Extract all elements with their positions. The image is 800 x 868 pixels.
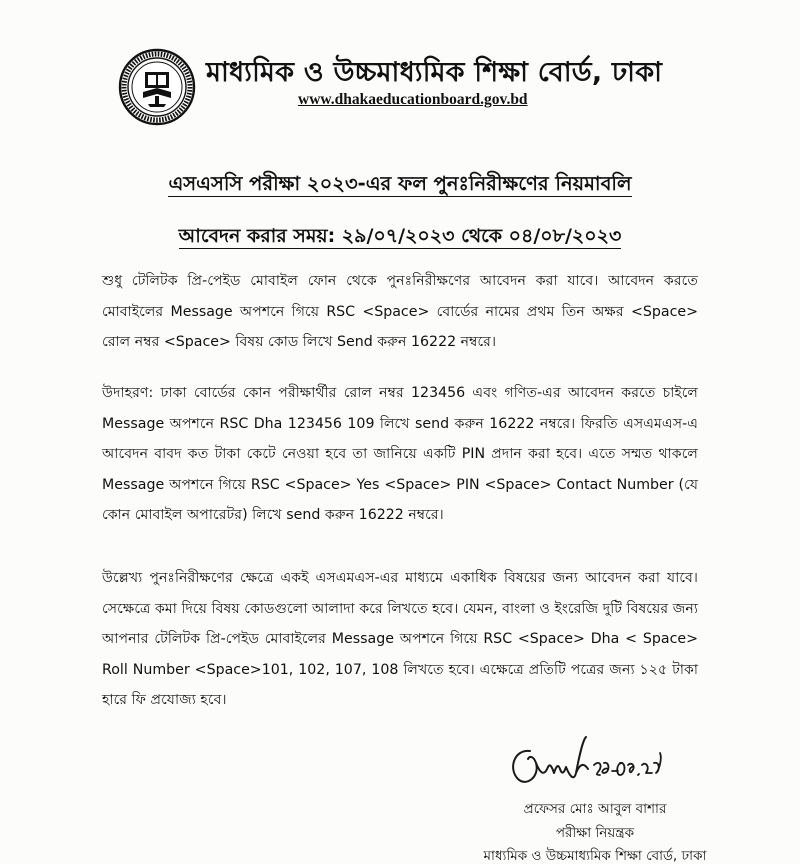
example-paragraph: উদাহরণ: ঢাকা বোর্ডের কোন পরীক্ষার্থীর রোল নম্বর 123456 এবং গণিত-এর আবেদন করতে চাইলে Message অপশনে RSC Dha 123456 109 লিখে send করুন 16222 নম্বরে। ফিরতি এসএমএস-এ আবেদন বাবদ কত টাকা কেটে নেওয়া হবে তা জানিয়ে একটি PIN প্রদান করা হবে। এতে সম্মত থাকলে Message অপশনে গিয়ে RSC <Space> Yes <Space> PIN <Space> Contact Number (যে কোন মোবাইল অপারেটর) লিখে send করুন 16222 নম্বরে। bbox=[102, 385, 698, 523]
note-paragraph: উল্লেখ্য পুনঃনিরীক্ষণের ক্ষেত্রে একই এসএমএস-এর মাধ্যমে একাধিক বিষয়ের জন্য আবেদন করা যাবে। সেক্ষেত্রে কমা দিয়ে বিষয় কোডগুলো আলাদা করে লিখতে হবে। যেমন, বাংলা ও ইংরেজি দুটি বিষয়ের জন্য আপনার টেলিটক প্রি-পেইড মোবাইলের Message অপশনে গিয়ে RSC <Space> Dha < Space> Roll Number <Space>101, 102, 107, 108 লিখতে হবে। এক্ষেত্রে প্রতিটি পত্রের জন্য ১২৫ টাকা হারে ফি প্রযোজ্য হবে। bbox=[102, 570, 698, 708]
signatory-organization: মাধ্যমিক ও উচ্চমাধ্যমিক শিক্ষা বোর্ড, ঢাকা bbox=[483, 848, 707, 864]
notice-title bbox=[0, 170, 800, 202]
application-period bbox=[0, 222, 800, 254]
application-period-text: আবেদন করার সময়: ২৯/০৭/২০২৩ থেকে ০৪/০৮/২০২৩ bbox=[178, 225, 622, 247]
instruction-paragraph: শুধু টেলিটক প্রি-পেইড মোবাইল ফোন থেকে পুনঃনিরীক্ষণের আবেদন করা যাবে। আবেদন করতে মোবাইলের Message অপশনে গিয়ে RSC <Space> বোর্ডের নামের প্রথম তিন অক্ষর <Space> রোল নম্বর <Space> বিষয় কোড লিখে Send করুন 16222 নম্বরে। bbox=[102, 273, 698, 350]
signatory-designation: পরীক্ষা নিয়ন্ত্রক bbox=[555, 825, 635, 841]
notice-title-text: এসএসসি পরীক্ষা ২০২৩-এর ফল পুনঃনিরীক্ষণের নিয়মাবলি bbox=[168, 172, 632, 195]
website-link[interactable]: www.dhakaeducationboard.gov.bd bbox=[298, 91, 528, 108]
education-board-seal-icon bbox=[118, 48, 196, 126]
board-name-heading: মাধ্যমিক ও উচ্চমাধ্যমিক শিক্ষা বোর্ড, ঢাকা bbox=[206, 57, 663, 88]
handwritten-signature bbox=[500, 733, 680, 795]
signatory-name: প্রফেসর মোঃ আবুল বাশার bbox=[523, 801, 667, 817]
